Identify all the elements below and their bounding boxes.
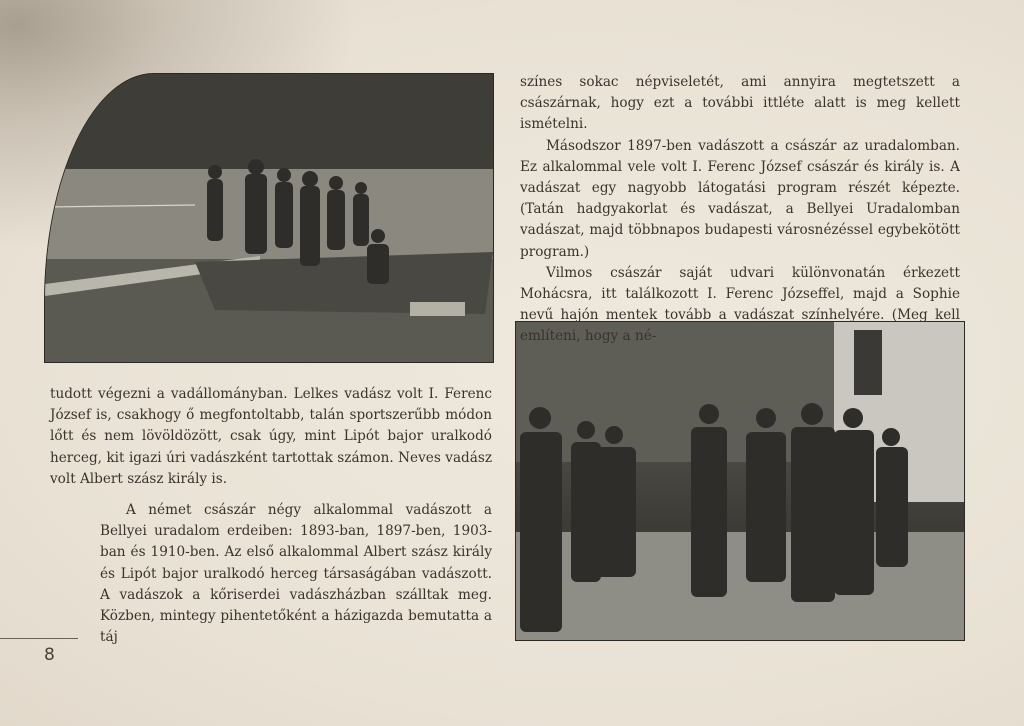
- river-water: [45, 169, 493, 259]
- paragraph-special-train: Vilmos császár saját udvari különvonatán érkezett Mohácsra, itt találkozott I. Ferenc Józseffel, majd a Sophie nevű hajón mentek tovább a vadászat színhelyére. (Meg kell említeni, hogy a né-: [520, 264, 960, 345]
- footer-rule: [0, 638, 78, 639]
- page-number: 8: [44, 645, 55, 665]
- dark-trees: [45, 74, 493, 169]
- photo-hunting-party: [515, 321, 965, 641]
- paragraph-hunters: tudott végezni a vadállományban. Lelkes vadász volt I. Ferenc József is, csakhogy ő megfontoltabb, talán sportszerűbb módon lőtt és nem lövöldözött, csak úgy, mint Lipót bajor uralkodó herceg, kit igazi úri vadászként tartottak számon. Neves vadász volt Albert szász király is.: [50, 386, 492, 487]
- paragraph-continuation: színes sokac népviseletét, ami annyira megtetszett a császárnak, hogy ezt a további ittléte alatt is meg kellett ismételni.: [520, 74, 960, 133]
- boat-scene-drawing: [45, 74, 493, 362]
- right-column-text: [520, 72, 960, 348]
- left-column-text-lower: [100, 500, 492, 648]
- left-column-text-upper: [50, 384, 492, 490]
- hunting-party-drawing: [516, 322, 964, 640]
- photo-boat-crossing: [44, 73, 494, 363]
- paragraph-second-visit: Másodszor 1897-ben vadászott a császár az uradalomban. Ez alkalommal vele volt I. Ferenc József császár és király is. A vadászat egy nagyobb látogatási program részét képezte. (Tatán hadgyakorlat és vadászat, a Bellyei Uradalomban vadászat, majd többnapos budapesti városnézéssel egybekötött program.): [520, 137, 960, 260]
- ferry-plank: [410, 302, 465, 316]
- paragraph-four-visits: A német császár négy alkalommal vadászott a Bellyei uradalom erdeiben: 1893-ban, 1897-ben, 1903-ban és 1910-ben. Az első alkalommal Albert szász király és Lipót bajor uralkodó herceg társaságában vadászott. A vadászok a kőriserdei vadászházban szálltak meg. Közben, mintegy pihentetőként a házigazda bemutatta a táj: [100, 502, 492, 646]
